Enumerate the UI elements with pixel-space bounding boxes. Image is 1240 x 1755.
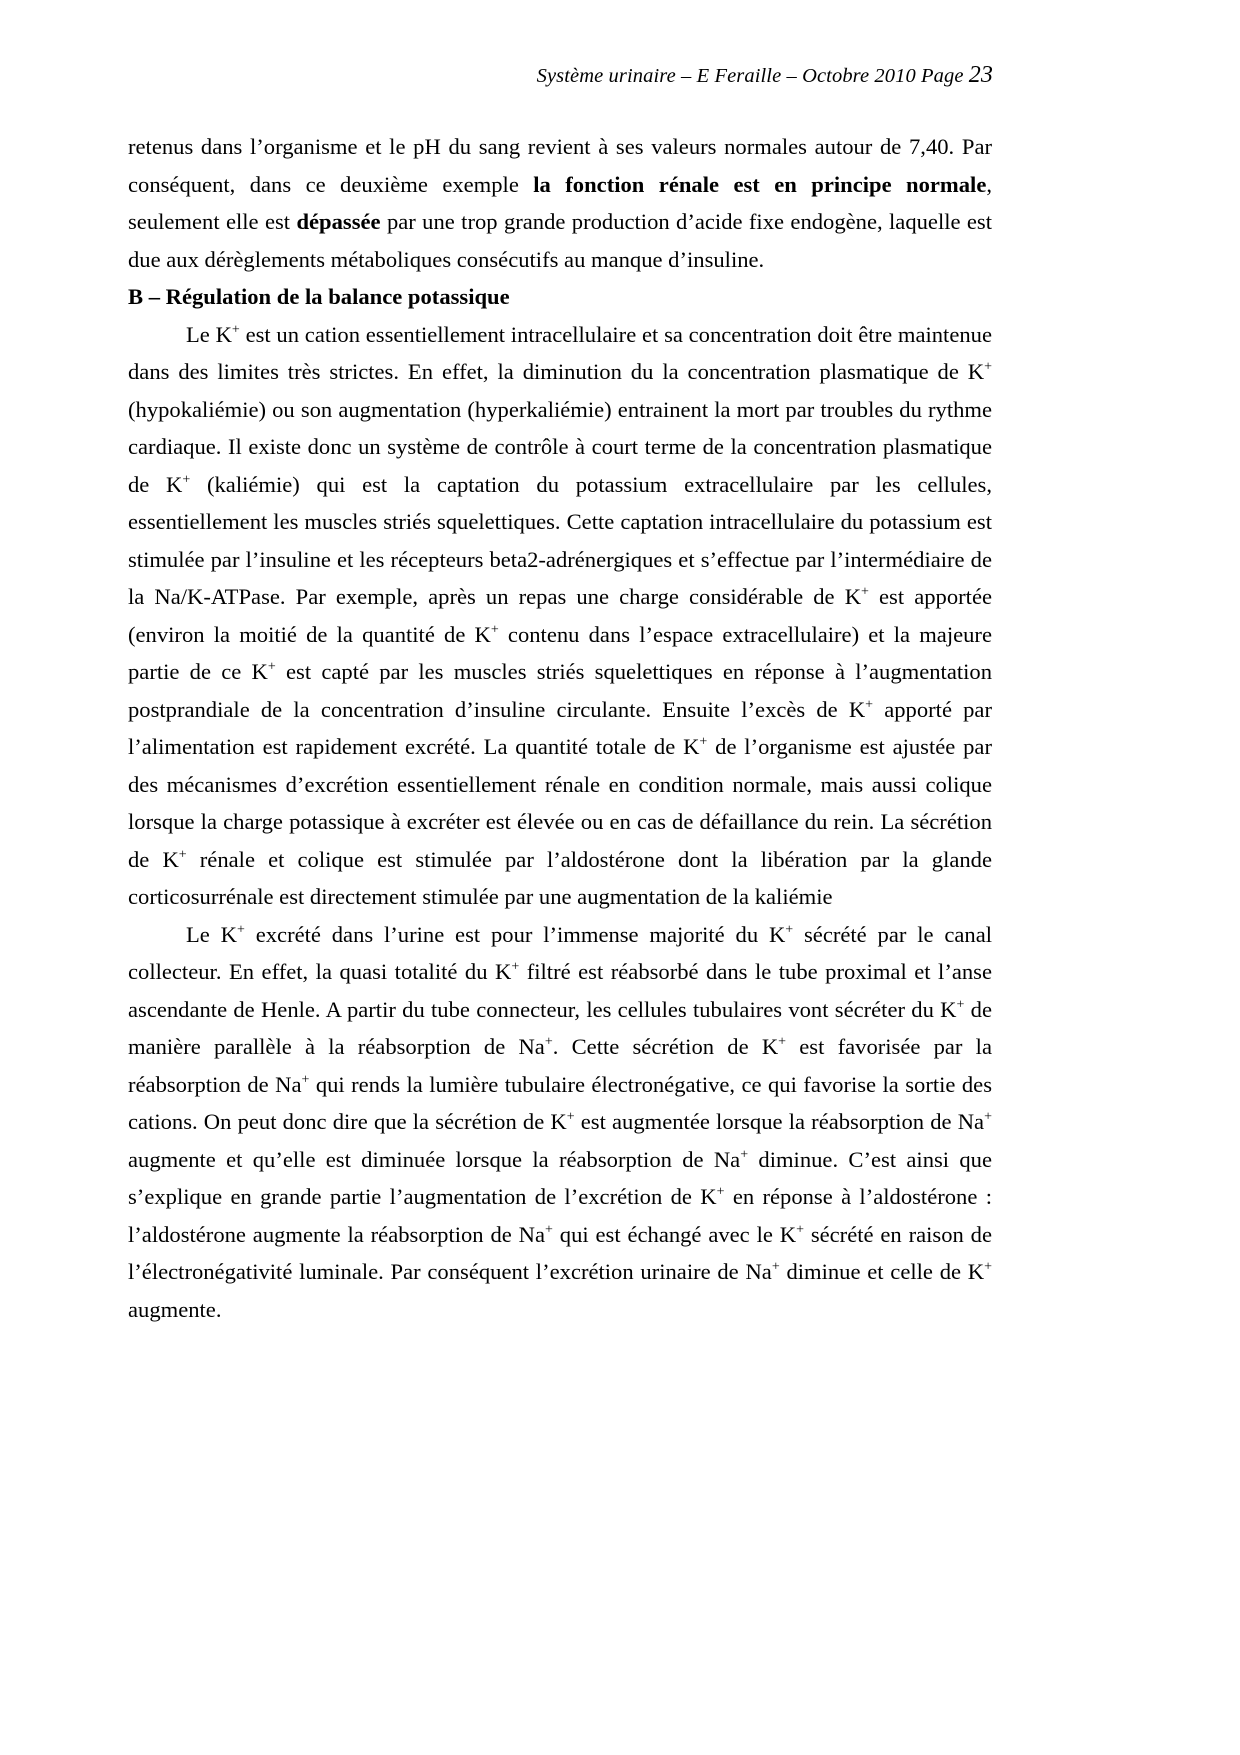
superscript-charge: +	[861, 584, 869, 600]
superscript-charge: +	[699, 734, 708, 750]
emphasis-bold: dépassée	[296, 209, 381, 234]
superscript-charge: +	[178, 846, 187, 862]
paragraph-potassium-secretion-tubular: Le K+ excrété dans l’urine est pour l’immense majorité du K+ sécrété par le canal collecteur. En effet, la quasi totalité du K+ filtré est réabsorbé dans le tube proximal et l’anse ascendante de Henle. A partir du tube connecteur, les cellules tubulaires vont sécréter du K+ de manière parallèle à la réabsorption de Na+. Cette sécrétion de K+ est favorisée par la réabsorption de Na+ qui rends la lumière tubulaire électronégative, ce qui favorise la sortie des cations. On peut donc dire que la sécrétion de K+ est augmentée lorsque la réabsorption de Na+ augmente et qu’elle est diminuée lorsque la réabsorption de Na+ diminue. C’est ainsi que s’explique en grande partie l’augmentation de l’excrétion de K+ en réponse à l’aldostérone : l’aldostérone augmente la réabsorption de Na+ qui est échangé avec le K+ sécrété en raison de l’électronégativité luminale. Par conséquent l’excrétion urinaire de Na+ diminue et celle de K+ augmente.	[128, 921, 993, 1322]
superscript-charge: +	[796, 1221, 804, 1237]
page-header	[125, 62, 993, 89]
superscript-charge: +	[511, 959, 520, 975]
superscript-charge: +	[865, 696, 874, 712]
superscript-charge: +	[545, 1221, 553, 1237]
superscript-charge: +	[301, 1071, 310, 1087]
superscript-charge: +	[566, 1109, 575, 1125]
superscript-charge: +	[984, 359, 992, 375]
superscript-charge: +	[771, 1259, 780, 1275]
superscript-charge: +	[236, 921, 245, 937]
superscript-charge: +	[956, 996, 965, 1012]
paragraph-acid-base-conclusion: retenus dans l’organisme et le pH du sang revient à ses valeurs normales autour de 7,40. Par conséquent, dans ce deuxième exemple la fonction rénale est en principe normale, seulement elle est dépassée par une trop grande production d’acide fixe endogène, laquelle est due aux dérèglements métaboliques consécutifs au manque d’insuline.	[128, 134, 992, 272]
superscript-charge: +	[544, 1034, 553, 1050]
superscript-charge: +	[984, 1109, 992, 1125]
superscript-charge: +	[267, 659, 276, 675]
superscript-charge: +	[740, 1146, 749, 1162]
emphasis-bold: la fonction rénale est en principe normale	[533, 171, 987, 197]
paragraph-potassium-intracellular: Le K+ est un cation essentiellement intracellulaire et sa concentration doit être maintenue dans des limites très strictes. En effet, la diminution du la concentration plasmatique de K+ (hypokaliémie) ou son augmentation (hyperkaliémie) entrainent la mort par troubles du rythme cardiaque. Il existe donc un système de contrôle à court terme de la concentration plasmatique de K+ (kaliémie) qui est la captation du potassium extracellulaire par les cellules, essentiellement les muscles striés squelettiques. Cette captation intracellulaire du potassium est stimulée par l’insuline et les récepteurs beta2-adrénergiques et s’effectue par l’intermédiaire de la Na/K-ATPase. Par exemple, après un repas une charge considérable de K+ est apportée (environ la moitié de la quantité de K+ contenu dans l’espace extracellulaire) et la majeure partie de ce K+ est capté par les muscles striés squelettiques en réponse à l’augmentation postprandiale de la concentration d’insuline circulante. Ensuite l’excès de K+ apporté par l’alimentation est rapidement excrété. La quantité totale de K+ de l’organisme est ajustée par des mécanismes d’excrétion essentiellement rénale en condition normale, mais aussi colique lorsque la charge potassique à excréter est élevée ou en cas de défaillance du rein. La sécrétion de K+ rénale et colique est stimulée par l’aldostérone dont la libération par la glande corticosurrénale est directement stimulée par une augmentation de la kaliémie	[128, 321, 993, 909]
section-heading-b: B – Régulation de la balance potassique	[128, 284, 510, 309]
superscript-charge: +	[785, 921, 794, 937]
superscript-charge: +	[490, 621, 499, 637]
header-title-text: Système urinaire – E Feraille – Octobre 2010 Page	[536, 65, 969, 87]
superscript-charge: +	[231, 321, 240, 337]
superscript-charge: +	[716, 1184, 725, 1200]
page-number: 23	[968, 62, 993, 88]
superscript-charge: +	[984, 1259, 992, 1275]
superscript-charge: +	[182, 471, 191, 487]
superscript-charge: +	[778, 1034, 787, 1050]
document-body	[128, 128, 992, 1328]
